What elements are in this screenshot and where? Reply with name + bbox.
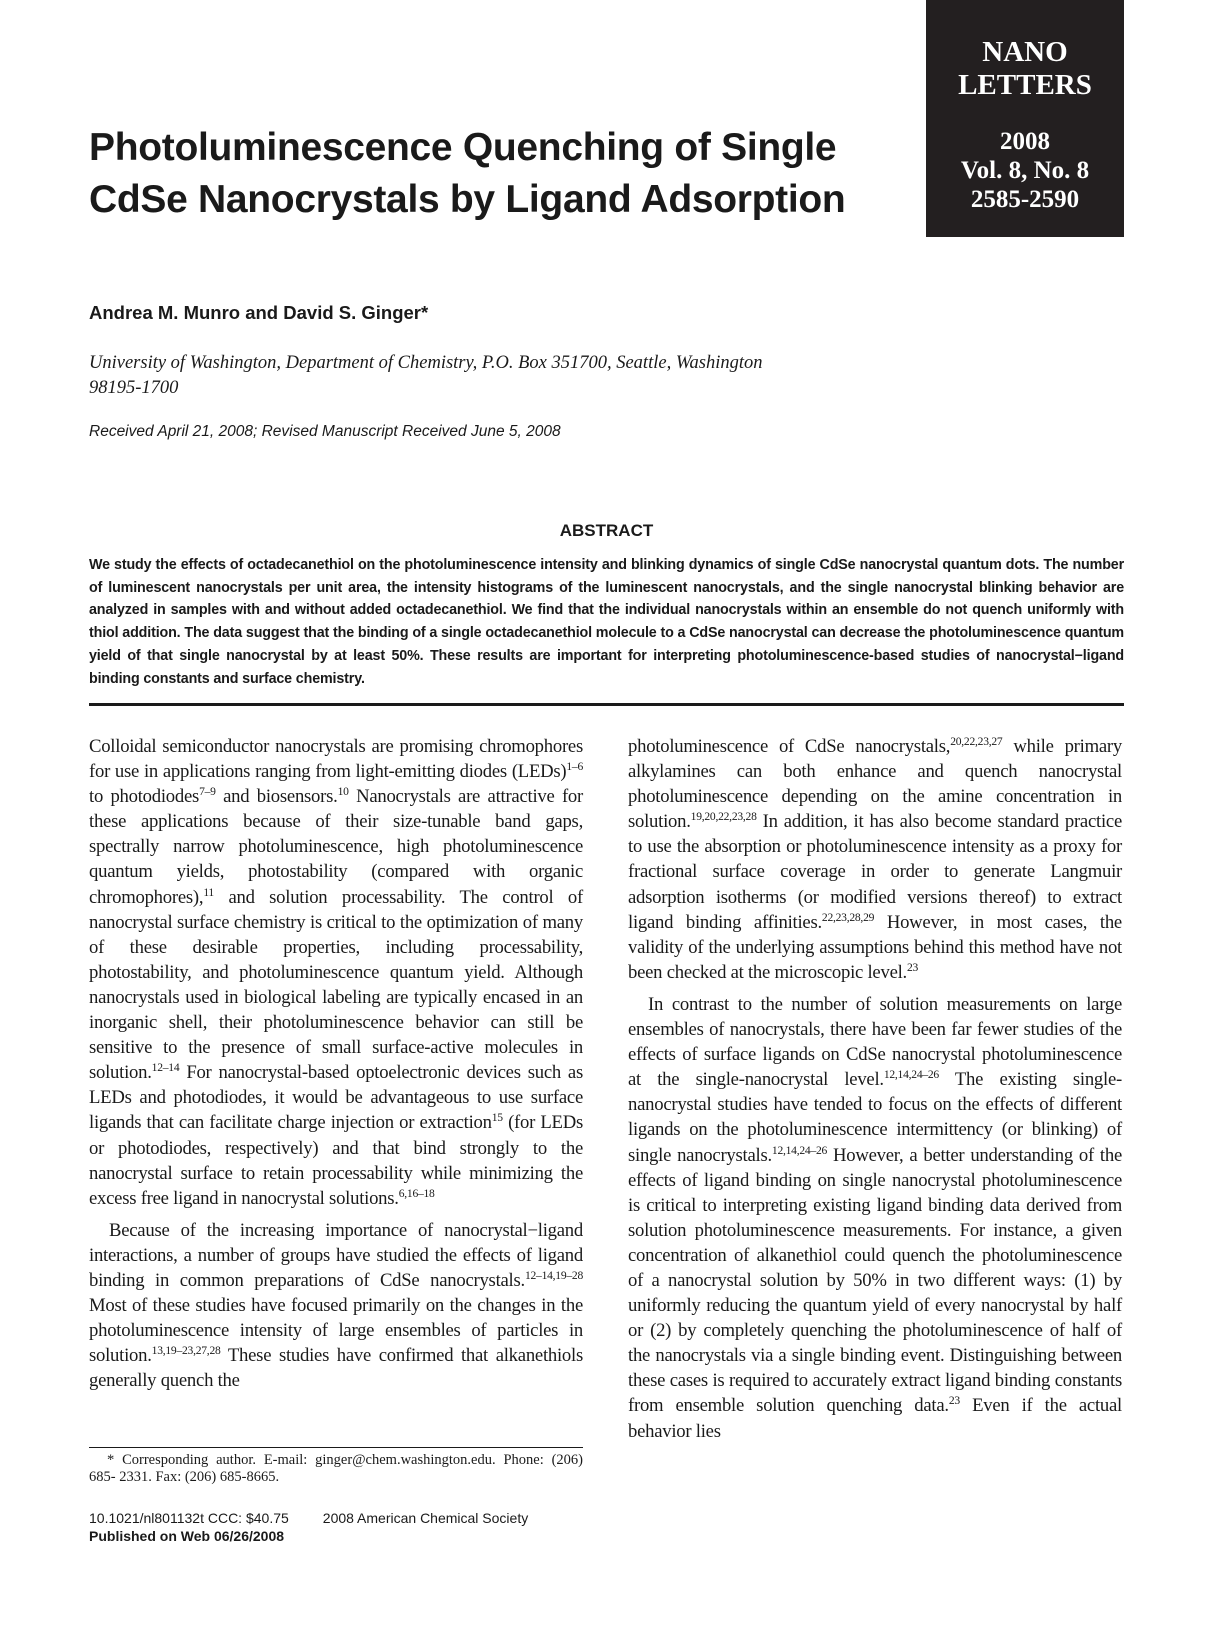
body-paragraph xyxy=(89,1218,583,1394)
journal-name xyxy=(926,36,1124,102)
abstract-heading: ABSTRACT xyxy=(559,521,654,540)
body-text-run: (for LEDs or photodiodes, respectively) and that bind strongly to the nanocrystal surface to retain processability while minimizing the excess free ligand in nanocrystal solutions. xyxy=(89,1112,583,1209)
received-dates: Received April 21, 2008; Revised Manuscript Received June 5, 2008 xyxy=(89,423,561,440)
citation-reference: 22,23,28,29 xyxy=(821,910,875,924)
copyright: 2008 American Chemical Society xyxy=(322,1510,529,1526)
published-date: Published on Web 06/26/2008 xyxy=(89,1528,285,1544)
body-text-run: Because of the increasing importance of nanocrystal−ligand interactions, a number of groups have studied the effects of ligand binding in common preparations of CdSe nanocrystals. xyxy=(89,1219,583,1291)
body-text-run: Even if the actual behavior lies xyxy=(628,1395,1122,1442)
journal-name-line2: LETTERS xyxy=(958,69,1092,101)
body-text-run: However, a better understanding of the effects of ligand binding on single nanocrystal photoluminescence is critical to interpreting existing ligand binding data derived from solution photoluminescence measurements. For instance, a given concentration of alkanethiol could quench the photoluminescence of a nanocrystal solution by 50% in two different ways: (1) by uniformly reducing the quantum yield of every nanocrystal by half or (2) by completely quenching the photoluminescence of half of the nanocrystals via a single binding event. Distinguishing between these cases is required to accurately extract ligand binding constants from ensemble solution quenching data. xyxy=(628,1144,1122,1417)
citation-reference: 12,14,24–26 xyxy=(771,1143,828,1157)
body-text-run: and solution processability. The control of nanocrystal surface chemistry is critical to the optimization of many of these desirable properties, including processability, photostability, and photoluminescence quantum yield. Although nanocrystals used in biological labeling are typically encased in an inorganic shell, their photoluminescence behavior can still be sensitive to the presence of small surface-active molecules in solution. xyxy=(89,886,583,1084)
body-text-run: to photodiodes xyxy=(89,786,200,808)
body-column-right xyxy=(628,734,1122,1444)
citation-reference: 12–14 xyxy=(151,1060,180,1074)
body-text-run: In addition, it has also become standard practice to use the absorption or photoluminescence intensity as a proxy for fractional surface coverage in order to generate Langmuir adsorption isotherms (or modified versions thereof) to extract ligand binding affinities. xyxy=(628,811,1122,933)
citation-reference: 12,14,24–26 xyxy=(883,1067,939,1081)
author-affiliation: University of Washington, Department of Chemistry, P.O. Box 351700, Seattle, Washington 98195-1700 xyxy=(89,353,763,398)
citation-reference: 23 xyxy=(906,960,919,974)
citation-reference: 23 xyxy=(948,1394,960,1408)
citation-reference: 11 xyxy=(203,885,214,899)
citation-reference: 20,22,23,27 xyxy=(950,734,1003,748)
journal-badge xyxy=(926,0,1124,237)
body-text-run: Colloidal semiconductor nanocrystals are promising chromophores for use in applications ranging from light-emitting diodes (LEDs) xyxy=(89,736,583,783)
article-title: Photoluminescence Quenching of Single CdSe Nanocrystals by Ligand Adsorption xyxy=(89,126,846,221)
journal-volume: Vol. 8, No. 8 xyxy=(960,157,1090,184)
citation-reference: 1–6 xyxy=(566,759,583,773)
citation-reference: 12–14,19–28 xyxy=(524,1268,583,1282)
body-text-run: photoluminescence of CdSe nanocrystals, xyxy=(628,736,951,757)
author-list: Andrea M. Munro and David S. Ginger* xyxy=(89,302,429,323)
body-paragraph xyxy=(628,992,1122,1444)
body-text-run: Most of these studies have focused primarily on the changes in the photoluminescence intensity of large ensembles of particles in solution. xyxy=(89,1295,583,1367)
journal-pages: 2585-2590 xyxy=(970,186,1080,213)
section-divider xyxy=(89,703,1124,706)
citation-reference: 13,19–23,27,28 xyxy=(151,1344,221,1358)
body-column-left xyxy=(89,734,583,1393)
body-text-run: and biosensors. xyxy=(215,786,338,808)
body-text-run: In contrast to the number of solution measurements on large ensembles of nanocrystals, there have been far fewer studies of the effects of surface ligands on CdSe nanocrystal photoluminescence at the single-nanocrystal level. xyxy=(628,993,1122,1091)
citation-reference: 15 xyxy=(491,1111,503,1125)
body-text-run: Nanocrystals are attractive for these applications because of their size-tunable band gaps, spectrally narrow photoluminescence, high photoluminescence quantum yields, photostability (compared with organic chromophores), xyxy=(89,786,583,908)
body-text-run: For nanocrystal-based optoelectronic devices such as LEDs and photodiodes, it would be advantageous to use surface ligands that can facilitate charge injection or extraction xyxy=(89,1062,583,1134)
doi-line xyxy=(89,1509,528,1527)
footnote-divider xyxy=(89,1447,583,1448)
citation-reference: 6,16–18 xyxy=(398,1186,435,1200)
citation-reference: 7–9 xyxy=(199,784,216,798)
journal-name-line1: NANO xyxy=(982,36,1068,68)
corresponding-author-footnote: * Corresponding author. E-mail: ginger@chem.washington.edu. Phone: (206) 685- 2331. Fax: (206) 685-8665. xyxy=(89,1452,583,1485)
body-text-run: These studies have confirmed that alkanethiols generally quench the xyxy=(89,1345,583,1392)
body-text-run: However, in most cases, the validity of the underlying assumptions behind this method have not been checked at the microscopic level. xyxy=(628,911,1122,983)
body-paragraph xyxy=(89,734,583,1211)
journal-issue-info xyxy=(926,127,1124,214)
abstract-text: We study the effects of octadecanethiol on the photoluminescence intensity and blinking dynamics of single CdSe nanocrystal quantum dots. The number of luminescent nanocrystals per unit area, the intensity histograms of the luminescent nanocrystals, and the single nanocrystal blinking behavior are analyzed in samples with and without added octadecanethiol. We find that the individual nanocrystals within an ensemble do not quench uniformly with thiol addition. The data suggest that the binding of a single octadecanethiol molecule to a CdSe nanocrystal can decrease the photoluminescence quantum yield of that single nanocrystal by at least 50%. These results are important for interpreting photoluminescence-based studies of nanocrystal−ligand binding constants and surface chemistry. xyxy=(89,557,1124,687)
body-paragraph xyxy=(628,734,1122,985)
doi: 10.1021/nl801132t CCC: $40.75 xyxy=(89,1510,289,1526)
body-text-run: The existing single-nanocrystal studies have tended to focus on the effects of different ligands on the photoluminescence intermittency (or blinking) of single nanocrystals. xyxy=(628,1069,1122,1166)
citation-reference: 10 xyxy=(337,784,349,798)
journal-year: 2008 xyxy=(1000,128,1050,155)
body-text-run: while primary alkylamines can both enhance and quench nanocrystal photoluminescence depending on the amine concentration in solution. xyxy=(628,736,1122,833)
citation-reference: 19,20,22,23,28 xyxy=(690,810,757,824)
